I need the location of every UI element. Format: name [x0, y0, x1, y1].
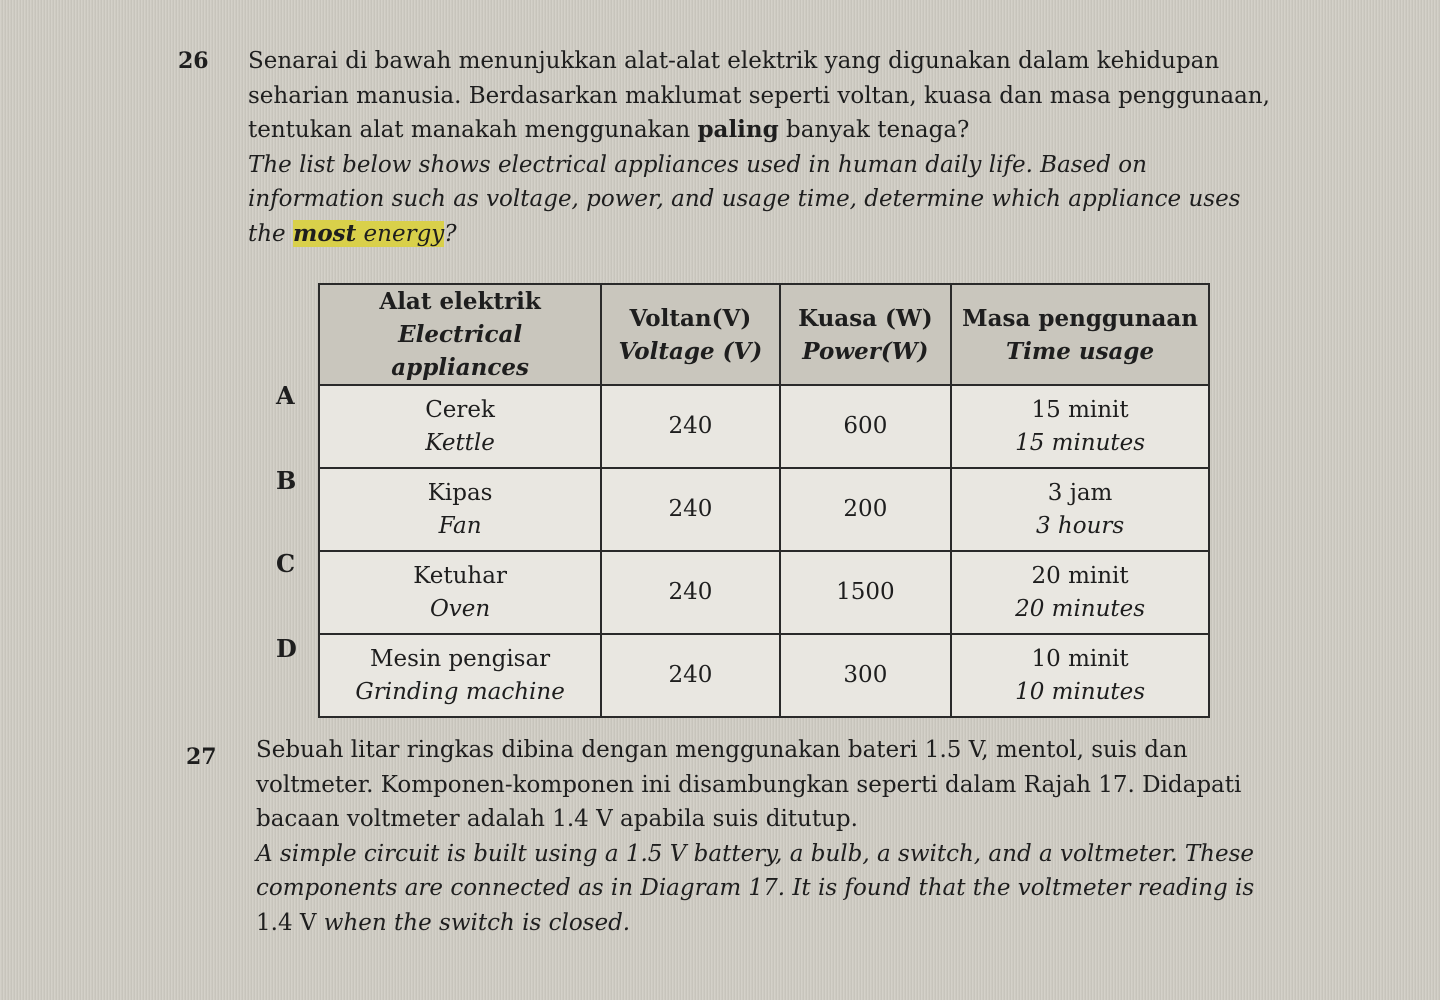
cell-appliance — [319, 551, 601, 634]
q26-malay-line-3-post: banyak tenaga? — [778, 117, 970, 143]
appliance-malay: Kipas — [427, 479, 493, 506]
header-time-malay: Masa penggunaan — [962, 304, 1198, 332]
cell-power: 200 — [780, 468, 952, 551]
cell-time — [951, 551, 1209, 634]
time-malay: 3 jam — [1047, 479, 1113, 506]
cell-time — [951, 468, 1209, 551]
table-row — [319, 468, 1209, 551]
cell-voltage: 240 — [601, 551, 779, 634]
appliance-english: Oven — [429, 595, 491, 622]
header-voltage — [601, 284, 779, 385]
q26-english-line-3 — [248, 217, 1270, 252]
time-english: 3 hours — [1035, 512, 1125, 539]
q26-english-line-3-pre: the — [248, 220, 293, 247]
appliance-malay: Ketuhar — [413, 562, 507, 589]
header-time — [951, 284, 1209, 385]
time-english: 15 minutes — [1015, 429, 1146, 456]
time-malay: 15 minit — [1031, 396, 1129, 423]
q26-malay-line-2: seharian manusia. Berdasarkan maklumat seperti voltan, kuasa dan masa penggunaan, — [248, 82, 1270, 109]
header-appliance — [319, 284, 601, 385]
cell-appliance — [319, 634, 601, 717]
appliance-english: Grinding machine — [355, 678, 565, 705]
q26-malay-line-3-pre: tentukan alat manakah menggunakan — [248, 117, 698, 143]
q27-english-line-3-post: when the switch is closed. — [316, 909, 631, 936]
cell-voltage: 240 — [601, 634, 779, 717]
q26-english-bold-word: most — [292, 219, 357, 247]
header-time-english: Time usage — [1006, 337, 1155, 365]
option-letter-d: D — [276, 634, 297, 663]
table-row — [319, 634, 1209, 717]
time-malay: 20 minit — [1031, 562, 1129, 589]
question-27-text — [256, 733, 1254, 940]
cell-power: 1500 — [780, 551, 952, 634]
q26-malay-line-1: Senarai di bawah menunjukkan alat-alat elektrik yang digunakan dalam kehidupan — [248, 48, 1220, 74]
time-malay: 10 minit — [1031, 645, 1129, 672]
header-power — [780, 284, 952, 385]
q26-malay-bold-word: paling — [697, 116, 779, 143]
cell-voltage: 240 — [601, 385, 779, 468]
table-row — [319, 551, 1209, 634]
cell-power: 600 — [780, 385, 952, 468]
appliance-malay: Mesin pengisar — [370, 645, 551, 672]
q27-malay-line-3: bacaan voltmeter adalah 1.4 V apabila suis ditutup. — [256, 806, 858, 832]
cell-time — [951, 634, 1209, 717]
q27-english-line-3-pre: 1.4 V — [256, 909, 317, 936]
header-voltage-english: Voltage (V) — [618, 337, 763, 365]
q26-english-line-2: information such as voltage, power, and usage time, determine which appliance uses — [248, 186, 1241, 212]
appliance-table — [318, 283, 1210, 718]
cell-time — [951, 385, 1209, 468]
question-27-number: 27 — [186, 744, 217, 770]
cell-appliance — [319, 385, 601, 468]
option-letter-b: B — [276, 466, 297, 495]
table-row — [319, 385, 1209, 468]
header-power-malay: Kuasa (W) — [798, 304, 933, 332]
q27-english-line-1: A simple circuit is built using a 1.5 V battery, a bulb, a switch, and a voltmeter. These — [256, 840, 1254, 867]
cell-appliance — [319, 468, 601, 551]
header-appliance-malay: Alat elektrik — [379, 288, 541, 315]
header-power-english: Power(W) — [802, 337, 929, 365]
q27-malay-line-2: voltmeter. Komponen-komponen ini disambungkan seperti dalam Rajah 17. Didapati — [256, 771, 1242, 798]
time-english: 10 minutes — [1015, 678, 1146, 705]
question-26-number: 26 — [178, 48, 209, 74]
cell-power: 300 — [780, 634, 952, 717]
option-letter-c: C — [276, 549, 296, 578]
q26-english-line-3-post: ? — [444, 220, 457, 247]
q26-english-highlight: energy — [356, 220, 445, 247]
question-26-text — [248, 44, 1270, 251]
q27-english-line-3 — [256, 906, 1254, 941]
q26-english-line-1: The list below shows electrical appliances used in human daily life. Based on — [248, 151, 1147, 178]
time-english: 20 minutes — [1015, 595, 1146, 622]
option-letter-a: A — [276, 381, 295, 410]
appliance-english: Fan — [438, 512, 482, 539]
q27-malay-line-1: Sebuah litar ringkas dibina dengan menggunakan bateri 1.5 V, mentol, suis dan — [256, 737, 1188, 763]
appliance-english: Kettle — [425, 429, 495, 456]
cell-voltage: 240 — [601, 468, 779, 551]
appliance-malay: Cerek — [425, 396, 495, 423]
header-voltage-malay: Voltan(V) — [629, 304, 752, 332]
q27-english-line-2: components are connected as in Diagram 17. It is found that the voltmeter reading is — [256, 875, 1255, 901]
header-appliance-english: Electrical appliances — [391, 321, 529, 381]
q26-malay-line-3 — [248, 113, 1270, 148]
table-header-row — [319, 284, 1209, 385]
